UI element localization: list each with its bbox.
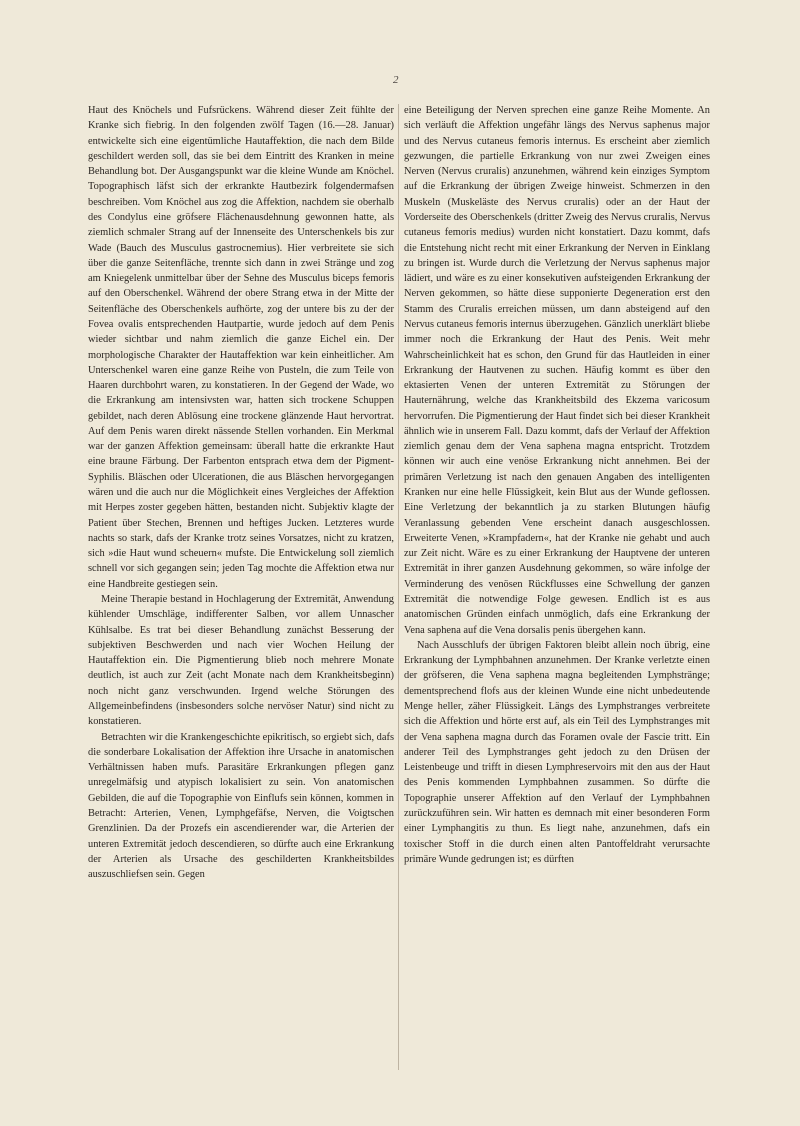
paragraph: Meine Therapie bestand in Hochlagerung der Extremität, Anwendung kühlender Umschläge, indifferenter Salben, vor allem Unnascher Kühlsalbe. Es trat bei dieser Behandlung zunächst Besserung der subjektiven Beschwerden und nach vier Wochen Heilung der Hautaffektion ein. Die Pigmentierung blieb noch mehrere Monate deutlich, ist auch zur Zeit (acht Monate nach dem Krankheitsbeginn) noch nicht ganz verschwunden. Irgend welche Störungen des Allgemeinbefindens (insbesonders solche nervöser Natur) sind nicht zu konstatieren. (88, 594, 394, 728)
right-column (404, 103, 710, 867)
paragraph: eine Beteiligung der Nerven sprechen eine ganze Reihe Momente. An sich verläuft die Affektion ungefähr längs des Nervus saphenus major und des Nervus cutaneus femoris internus. Es erscheint aber ziemlich gezwungen, die partielle Erkrankung von nur zwei Zweigen eines Nerven (Nervus cruralis) anzunehmen, während kein einziges Symptom auf die Erkrankung der übrigen Zweige hinweist. Schmerzen in den Muskeln (Muskeläste des Nervus cruralis) oder an der Haut der Vorderseite des Oberschenkels (dritter Zweig des Nervus cruralis, Nervus cutaneus femoris medius) wurden nicht konstatiert. Dazu kommt, dafs die Entstehung nicht recht mit einer Erkrankung der Nerven in Einklang zu bringen ist. Wurde durch die Verletzung der Nervus saphenus major lädiert, und wäre es zu einer konsekutiven aufsteigenden Erkrankung der Nerven gekommen, so hätte diese supponierte Degeneration erst den Stamm des Cruralis erreichen müssen, um dann absteigend auf den Nervus cutaneus femoris internus überzugehen. Gänzlich unerklärt bliebe immer noch die Erkrankung der Haut des Penis. Weit mehr Wahrscheinlichkeit hat es schon, den Grund für das Hautleiden in einer Erkrankung der Hautvenen zu suchen. Häufig kommt es über den ektasierten Venen der unteren Extremität zu Störungen der Hauternährung, welche das Krankheitsbild des Ekzema varicosum hervorrufen. Die Pigmentierung der Haut findet sich bei dieser Krankheit ähnlich wie in unserem Fall. Dazu kommt, dafs der Verlauf der Affektion ziemlich genau dem der Vena saphena magna entspricht. Trotzdem können wir auch eine venöse Erkrankung nicht annehmen. Bei der primären Verletzung ist nach den genauen Angaben des intelligenten Kranken nur eine helle Flüssigkeit, kein Blut aus der Wunde geflossen. Eine Verletzung der bekanntlich ja zu starken Blutungen häufig Veranlassung gebenden Vene erscheint danach ausgeschlossen. Erweiterte Venen, »Krampfadern«, hat der Kranke nie gehabt und auch zur Zeit nicht. Wäre es zu einer Erkrankung der Hauptvene der unteren Extremität in ihrer ganzen Ausdehnung gekommen, so wäre infolge der Verminderung des venösen Rückflusses eine Schwellung der ganzen Extremität die notwendige Folge gewesen. Endlich ist es aus anatomischen Gründen einfach unmöglich, dafs eine Erkrankung der Vena saphena auf die Vena dorsalis penis übergehen kann. (404, 105, 710, 636)
paragraph: Haut des Knöchels und Fufsrückens. Während dieser Zeit fühlte der Kranke sich fiebrig. In den folgenden zwölf Tagen (16.—28. Januar) entwickelte sich eine eigentümliche Hautaffektion, die nach dem Bilde geschildert werden soll, das sie bei dem Eintritt des Kranken in meine Behandlung bot. Der Ausgangspunkt war die kleine Wunde am Knöchel. Topographisch läfst sich der erkrankte Hautbezirk folgendermafsen beschreiben. Vom Knöchel aus zog die Affektion, nachdem sie oberhalb des Condylus eine gröfsere Flächenausdehnung gewonnen hatte, als ziemlich schmaler Strang auf der Innenseite des Unterschenkels bis zur Wade (Bauch des Musculus gastrocnemius). Hier verbreitete sie sich über die ganze Seitenfläche, trennte sich dann in zwei Stränge und zog am Kniegelenk unmittelbar über der Sehne des Musculus biceps femoris auf den Oberschenkel. Während der obere Strang etwa in der Mitte der Seitenfläche des Oberschenkels aufhörte, zog der untere bis zu der der Fovea ovalis entsprechenden Hautpartie, wurde jedoch auf dem Penis wieder sichtbar und nahm ziemlich die ganze Eichel ein. Der morphologische Charakter der Hautaffektion war kein einheitlicher. Am Unterschenkel waren eine ganze Reihe von Pusteln, die zum Teile von Haaren durchbohrt waren, zu konstatieren. In der Gegend der Wade, wo die Erkrankung am intensivsten war, hatten sich trockene Schuppen gebildet, nach deren Ablösung eine trockene glänzende Haut hervortrat. Auf dem Penis waren direkt nässende Stellen vorhanden. Ein Merkmal war der ganzen Affektion gemeinsam: überall hatte die erkrankte Haut eine braune Färbung. Der Farbenton entsprach etwa dem der Pigment-Syphilis. Bläschen oder Ulcerationen, die aus Bläschen hervorgegangen wären und die auch nur die Möglichkeit eines Vergleiches der Affektion mit Herpes zoster gegeben hätten, bestanden nicht. Subjektiv klagte der Patient über Stechen, Brennen und heftiges Jucken. Letzteres wurde nachts so stark, dafs der Kranke trotz seines Vorsatzes, nicht zu kratzen, sich »die Haut wund scheuern« mufste. Die Entwickelung soll ziemlich schnell vor sich gegangen sein; jeden Tag mochte die Affektion etwa nur eine Handbreite gestiegen sein. (88, 105, 394, 590)
paragraph: Nach Ausschlufs der übrigen Faktoren bleibt allein noch übrig, eine Erkrankung der Lymphbahnen anzunehmen. Der Kranke verletzte einen der gröfseren, die Vena saphena magna begleitenden Lymphstränge; dementsprechend flofs aus der kleinen Wunde eine nicht unbedeutende Menge heller, zäher Flüssigkeit. Längs des Lymphstranges verbreitete sich die Affektion und hörte erst auf, als ein Teil des Lymphstranges mit der Vena saphena magna durch das Foramen ovale der Fascie tritt. Ein anderer Teil des Lymphstranges geht jedoch zu den Drüsen der Leistenbeuge und trifft in diesen Lymphreservoirs mit den aus der Haut des Penis kommenden Lymphbahnen zusammen. So dürfte die Topographie unserer Affektion auf den Verlauf der Lymphbahnen zurückzuführen sein. Wir hatten es demnach mit einer besonderen Form einer Lymphangitis zu thun. Es liegt nahe, anzunehmen, dafs ein toxischer Stoff in die durch einen alten Pantoffeldraht verursachte primäre Wunde gedrungen ist; es dürften (404, 639, 710, 865)
column-divider (398, 104, 399, 1070)
left-column (88, 103, 394, 882)
page-number: 2 (393, 74, 399, 86)
paragraph: Betrachten wir die Krankengeschichte epikritisch, so ergiebt sich, dafs die sonderbare Lokalisation der Affektion ihre Ursache in anatomischen Verhältnissen haben mufs. Parasitäre Erkrankungen pflegen ganz unregelmäfsig und atypisch lokalisiert zu sein. Von anatomischen Gebilden, die auf die Topographie von Einflufs sein können, kommen in Betracht: Arterien, Venen, Lymphgefäfse, Nerven, die Voigtschen Grenzlinien. Da der Prozefs ein ascendierender war, die Arterien der unteren Extremität jedoch descendieren, so dürfte auch eine Erkrankung der Arterien als Ursache des geschilderten Krankheitsbildes auszuschliefsen sein. Gegen (88, 731, 394, 881)
